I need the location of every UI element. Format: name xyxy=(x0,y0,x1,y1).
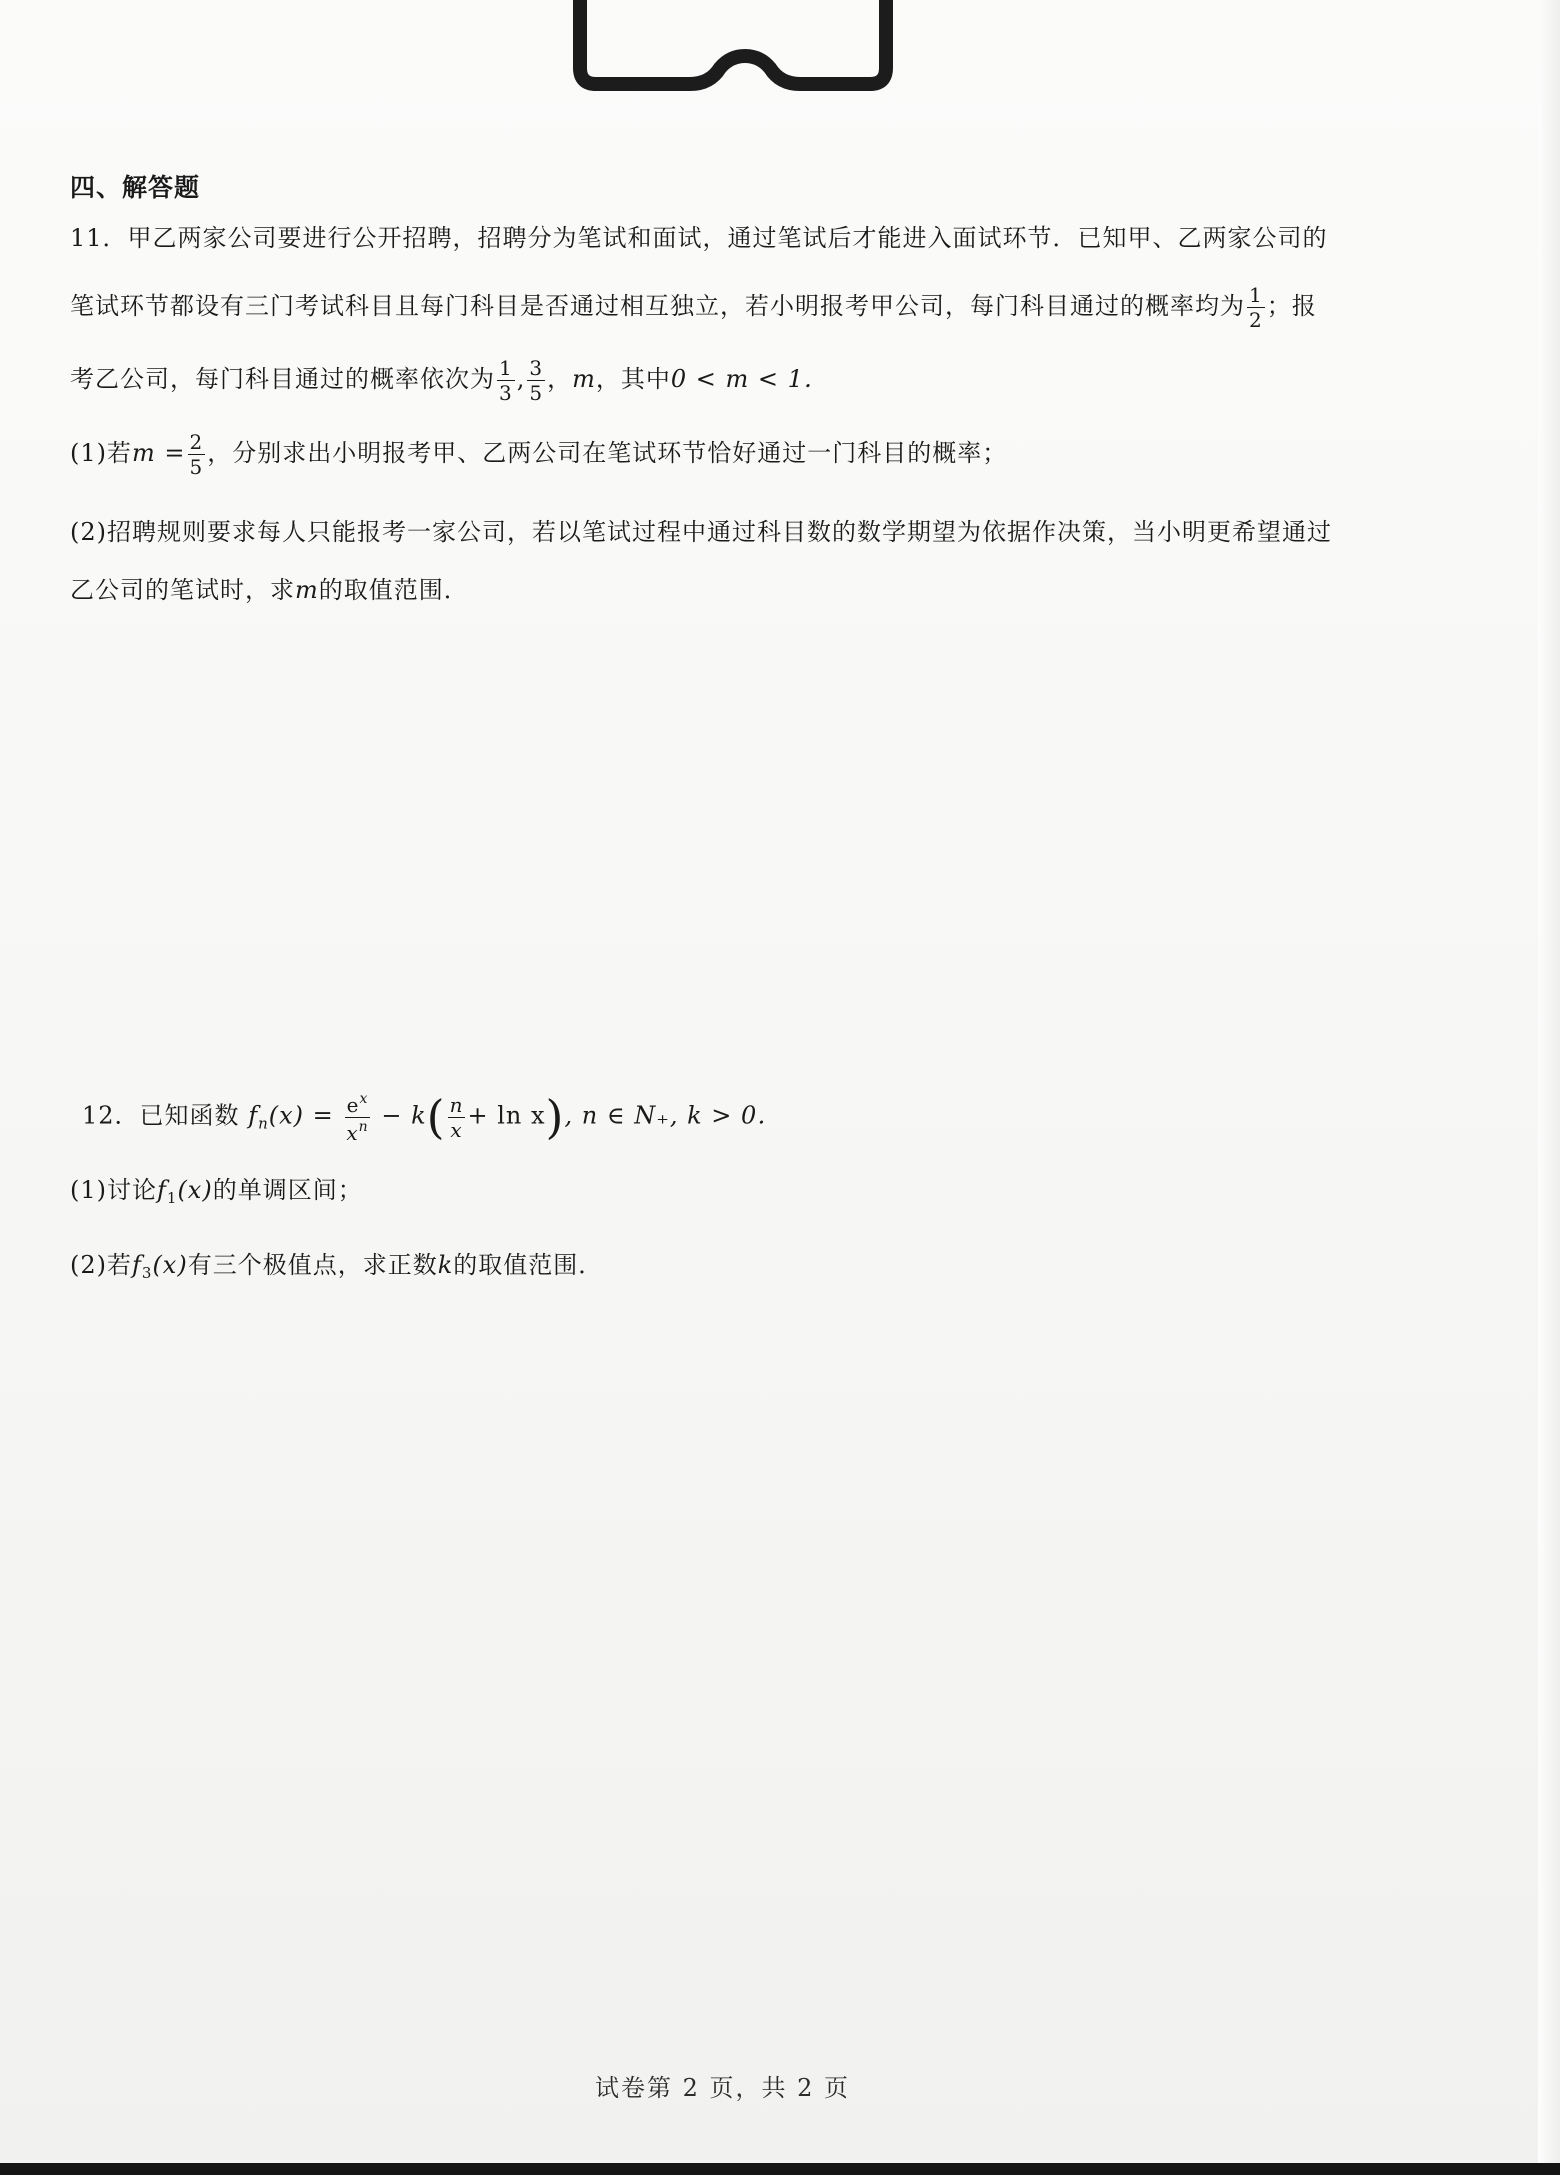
fraction: $\frac{1}{3}$ xyxy=(499,356,513,405)
fraction: $\frac{n}{x}$ xyxy=(449,1092,464,1142)
q11-part2-line1: (2)招聘规则要求每人只能报考一家公司，若以笔试过程中通过科目数的数学期望为依据作决策，当小明更希望通过 xyxy=(70,518,1332,546)
q11-line2: 笔试环节都设有三门考试科目且每门科目是否通过相互独立，若小明报考甲公司，每门科目通过的概率均为 $\frac{1}{2}$ ；报 xyxy=(70,283,1317,332)
page-footer: 试卷第 2 页，共 2 页 xyxy=(595,2074,851,2102)
q12-part2: (2)若$f_3(x)$有三个极值点，求正数k的取值范围． xyxy=(70,1251,604,1282)
q11-part2-line2: 乙公司的笔试时，求m的取值范围． xyxy=(70,576,469,604)
binder-clip-icon xyxy=(570,0,900,100)
fraction: $\frac{1}{2}$ xyxy=(1249,283,1263,332)
q11-number: 11． xyxy=(70,224,128,252)
q11-line3: 考乙公司，每门科目通过的概率依次为 $\frac{1}{3}$ , $\frac{3}{5}$ ，m，其中0 < m < 1． xyxy=(70,356,829,405)
paper-edge-right xyxy=(1538,0,1560,2175)
q12-line1: 12．已知函数 $f_n(x)$ = $\frac{e^x}{x^n}$ − k( $\frac{n}{x}$ + ln x), n ∈ N₊, k > 0． xyxy=(82,1090,783,1145)
q11-line1: 11．甲乙两家公司要进行公开招聘，招聘分为笔试和面试，通过笔试后才能进入面试环节．已知甲、乙两家公司的 xyxy=(70,224,1328,252)
fraction: $\frac{3}{5}$ xyxy=(529,356,544,405)
fraction: $\frac{2}{5}$ xyxy=(189,430,204,479)
fraction: $\frac{e^x}{x^n}$ xyxy=(346,1090,369,1145)
section-title: 四、解答题 xyxy=(70,173,201,202)
q12-part1: (1)讨论$f_1(x)$的单调区间； xyxy=(70,1176,363,1207)
q12-number: 12． xyxy=(82,1101,140,1130)
paper-edge-bottom xyxy=(0,2163,1560,2175)
q11-part1: (1)若m = $\frac{2}{5}$ ，分别求出小明报考甲、乙两公司在笔试环节恰好通过一门科目的概率； xyxy=(70,430,1008,479)
